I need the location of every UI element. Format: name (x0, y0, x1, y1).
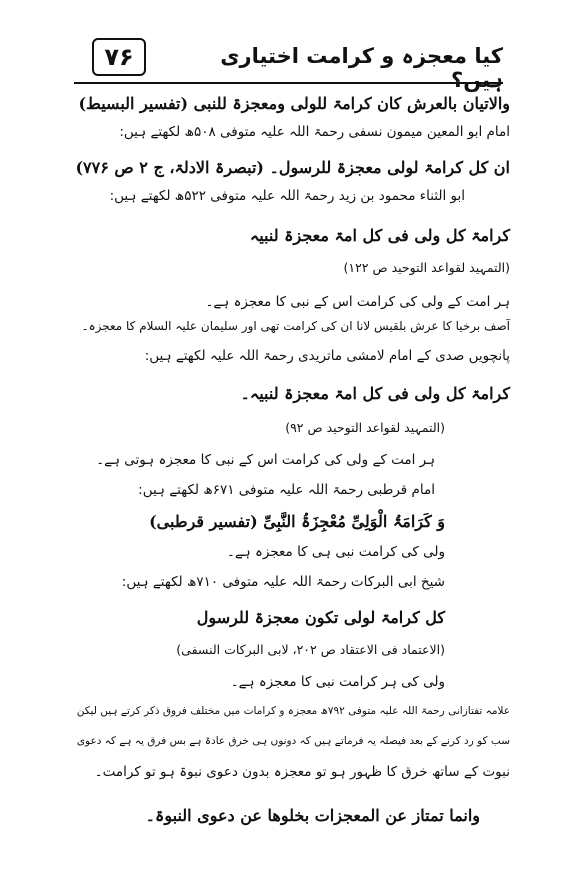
arabic-quote: وَ کَرَامَۃُ الْوَلِیِّ مُعْجِزَۃُ النَّبِیِّ (تفسیر قرطبی) (149, 512, 445, 531)
text-line: ہر امت کے ولی کی کرامت اس کے نبی کا معجزہ ہے۔ (205, 294, 510, 310)
text-line: علامہ تفتازانی رحمۃ اللہ علیہ متوفی ۷۹۲ھ معجزہ و کرامات میں مختلف فروق ذکر کرتے ہیں لیکن (76, 705, 510, 717)
text-line: سب کو رد کرنے کے بعد فیصلہ یہ فرماتے ہیں کہ دونوں ہی خرق عادۃ ہے بس فرق یہ ہے کہ دعوی (76, 735, 510, 747)
arabic-quote: کرامۃ کل ولی فی کل امۃ معجزۃ لنبیہ۔ (240, 384, 510, 403)
text-line: ولی کی ہر کرامت نبی کا معجزہ ہے۔ (230, 674, 445, 690)
text-line: شیخ ابی البرکات رحمۃ اللہ علیہ متوفی ۷۱۰ھ لکھتے ہیں: (121, 574, 445, 590)
text-line: ابو الثناء محمود بن زید رحمۃ اللہ علیہ متوفی ۵۲۲ھ لکھتے ہیں: (109, 188, 465, 204)
text-line: امام ابو المعین میمون نسفی رحمۃ اللہ علیہ متوفی ۵۰۸ھ لکھتے ہیں: (119, 124, 510, 140)
text-line: ہر امت کے ولی کی کرامت اس کے نبی کا معجزہ ہوتی ہے۔ (96, 452, 435, 468)
page-header (0, 0, 577, 90)
text-line: نبوت کے ساتھ خرق کا ظہور ہو تو معجزہ بدون دعوی نبوۃ ہو تو کرامت۔ (94, 764, 510, 780)
text-line: آصف برخیا کا عرش بلقیس لانا ان کی کرامت تھی اور سلیمان علیہ السلام کا معجزہ۔ (81, 319, 510, 333)
arabic-quote: وانما تمتاز عن المعجزات بخلوھا عن دعوی النبوۃ۔ (145, 806, 480, 825)
text-line: ولی کی کرامت نبی ہی کا معجزہ ہے۔ (226, 544, 445, 560)
running-title: کیا معجزہ و کرامت اختیاری ہیں؟ (220, 44, 503, 92)
text-line: ان کل کرامۃ لولی معجزۃ للرسول۔ (تبصرۃ الادلۃ، ج ۲ ص ۷۷۶) (75, 158, 510, 177)
arabic-quote: کرامۃ کل ولی فی کل امۃ معجزۃ لنبیہ (249, 226, 510, 245)
citation: (التمہید لقواعد التوحید ص ۱۲۲) (343, 260, 510, 275)
page-number: ۷۶ (92, 38, 146, 76)
arabic-quote: کل کرامۃ لولی تکون معجزۃ للرسول (196, 608, 445, 627)
text-line: پانچویں صدی کے امام لامشی ماتریدی رحمۃ اللہ علیہ لکھتے ہیں: (144, 348, 510, 364)
header-rule (74, 82, 503, 84)
text-line: والاتیان بالعرش کان کرامۃ للولی ومعجزۃ للنبی (تفسیر البسیط) (78, 94, 510, 113)
text-line: امام قرطبی رحمۃ اللہ علیہ متوفی ۶۷۱ھ لکھتے ہیں: (138, 482, 435, 498)
citation: (الاعتماد فی الاعتقاد ص ۲۰۲، لابی البرکات النسفی) (176, 642, 445, 657)
citation: (التمہید لقواعد التوحید ص ۹۲) (285, 420, 445, 435)
